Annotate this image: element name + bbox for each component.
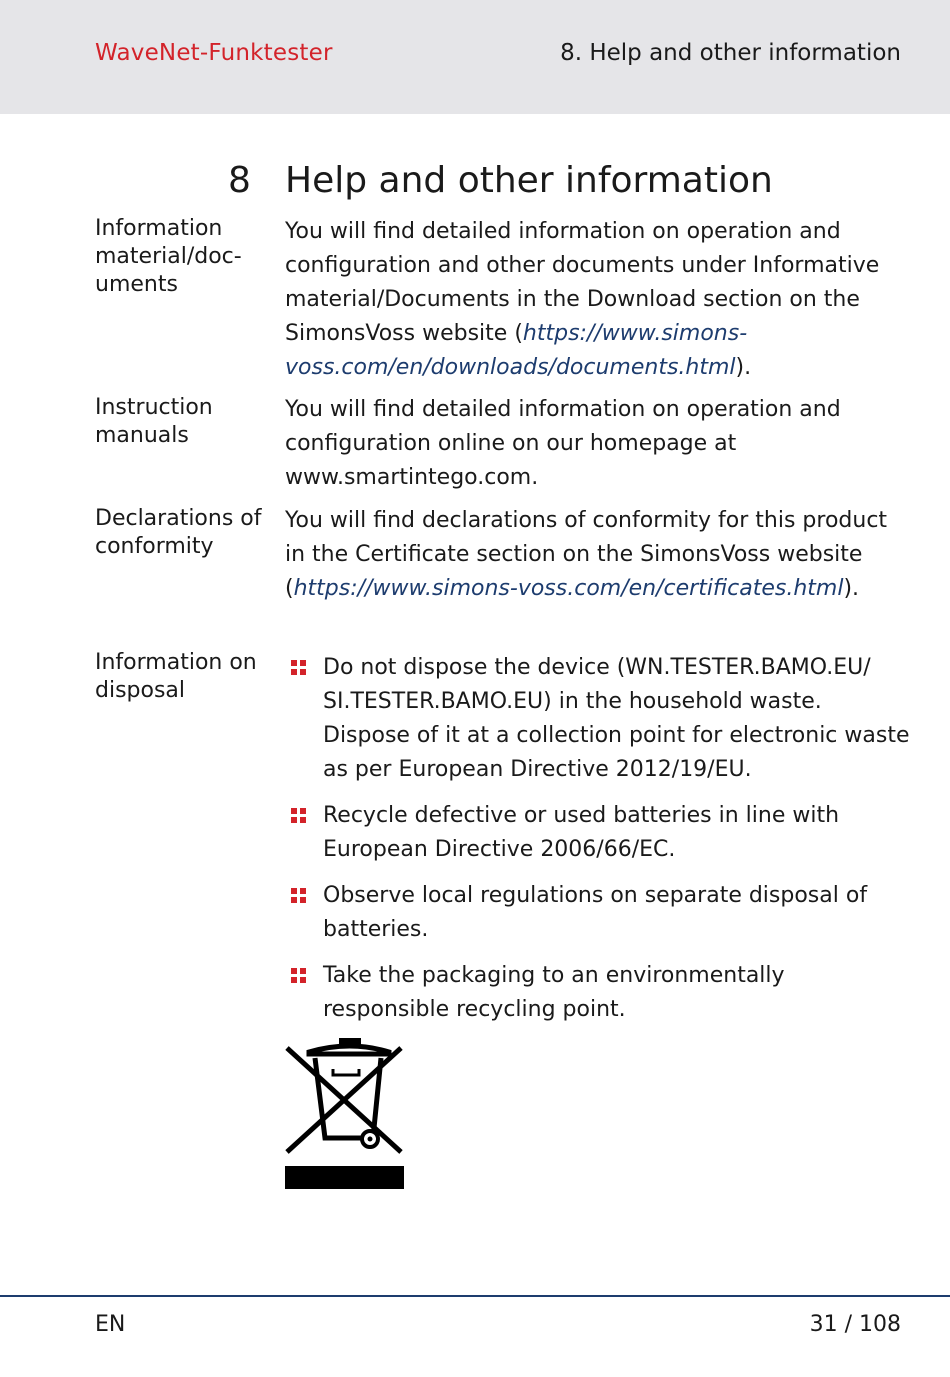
- page-number: 31 / 108: [809, 1312, 901, 1337]
- list-item: [285, 651, 910, 787]
- section-title: Help and other information: [285, 160, 773, 201]
- list-item-text: Do not dispose the device (WN.TESTER.BAMO.EU/ SI.TESTER.BAMO.EU) in the household waste. Dispose of it at a collection point for electronic waste as per European Directive 2012/19/EU.: [323, 655, 910, 782]
- list-item: [285, 959, 910, 1027]
- conformity-paragraph: [285, 504, 910, 606]
- bullet-squares-icon: [291, 888, 306, 903]
- certificates-link[interactable]: https://www.simons-voss.com/en/certificates.html: [293, 576, 844, 601]
- info-material-paragraph: [285, 215, 910, 385]
- page-header: [0, 0, 950, 114]
- list-item-text: Take the packaging to an environmentally responsible recycling point.: [323, 963, 785, 1022]
- bullet-squares-icon: [291, 660, 306, 675]
- running-chapter-title: 8. Help and other information: [560, 40, 901, 66]
- margin-label-conformity: Declarations of conformity: [95, 506, 262, 559]
- disposal-list: [285, 651, 910, 1039]
- crossed-out-wheelie-bin-icon: [285, 1036, 405, 1195]
- list-item: [285, 879, 910, 947]
- margin-label-instruction-manuals: Instruction manuals: [95, 395, 213, 448]
- list-item: [285, 799, 910, 867]
- footer-divider: [0, 1295, 950, 1297]
- section-number: 8: [228, 160, 251, 201]
- margin-label-info-material: Information material/doc- uments: [95, 216, 242, 297]
- conformity-text-end: ).: [843, 576, 860, 601]
- brand-name: WaveNet-Funktester: [95, 40, 333, 66]
- info-material-text: You will find detailed information on operation and configuration and other documents under Informative material/Documents in the Download section on the SimonsVoss website (: [285, 219, 880, 346]
- margin-label-disposal: Information on disposal: [95, 650, 257, 703]
- conformity-text: You will find declarations of conformity for this product in the Certificate section on the SimonsVoss website (: [285, 508, 888, 601]
- instruction-manuals-paragraph: You will find detailed information on operation and configuration online on our homepage at www.smartintego.com.: [285, 397, 841, 490]
- bullet-squares-icon: [291, 968, 306, 983]
- list-item-text: Recycle defective or used batteries in line with European Directive 2006/66/EC.: [323, 803, 840, 862]
- info-material-text-end: ).: [735, 355, 752, 380]
- bullet-squares-icon: [291, 808, 306, 823]
- footer-language: EN: [95, 1312, 126, 1337]
- list-item-text: Observe local regulations on separate disposal of batteries.: [323, 883, 868, 942]
- documents-link[interactable]: https://www.simons-voss.com/en/downloads/documents.html: [285, 321, 748, 380]
